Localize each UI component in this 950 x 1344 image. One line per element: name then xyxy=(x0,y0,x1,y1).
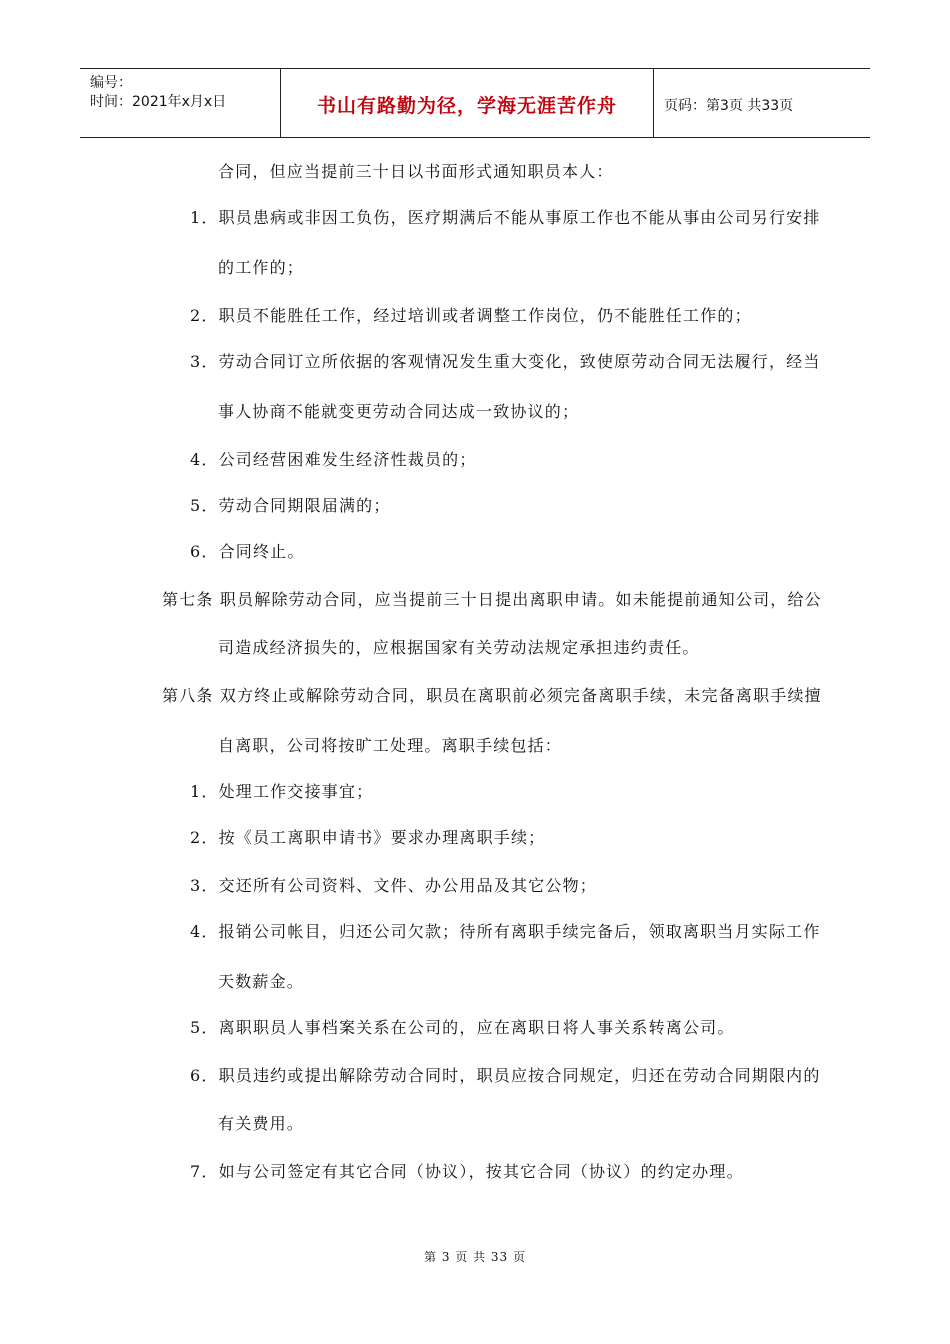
list-item: 6．合同终止。 xyxy=(190,542,305,561)
list-item: 5．劳动合同期限届满的； xyxy=(190,496,391,515)
header-motto-cell xyxy=(281,69,654,137)
list-item: 6．职员违约或提出解除劳动合同时，职员应按合同规定，归还在劳动合同期限内的 xyxy=(190,1066,821,1085)
list-item-continuation: 的工作的； xyxy=(218,258,305,277)
article-seven: 第七条 职员解除劳动合同，应当提前三十日提出离职申请。如未能提前通知公司，给公 xyxy=(162,590,822,609)
list-item: 2．按《员工离职申请书》要求办理离职手续； xyxy=(190,828,546,847)
list-item: 7．如与公司签定有其它合同（协议），按其它合同（协议）的约定办理。 xyxy=(190,1162,744,1181)
article-seven-continuation: 司造成经济损失的，应根据国家有关劳动法规定承担违约责任。 xyxy=(218,638,700,657)
article-eight: 第八条 双方终止或解除劳动合同，职员在离职前必须完备离职手续，未完备离职手续擅 xyxy=(162,686,822,705)
header-info-cell xyxy=(80,69,281,137)
list-item: 1．处理工作交接事宜； xyxy=(190,782,374,801)
document-date-label: 时间：2021年x月x日 xyxy=(90,94,227,110)
paragraph-line: 合同，但应当提前三十日以书面形式通知职员本人： xyxy=(218,162,614,181)
page-header xyxy=(80,68,870,138)
list-item-continuation: 事人协商不能就变更劳动合同达成一致协议的； xyxy=(218,402,580,421)
list-item: 2．职员不能胜任工作，经过培训或者调整工作岗位，仍不能胜任工作的； xyxy=(190,306,752,325)
list-item-continuation: 天数薪金。 xyxy=(218,972,305,991)
header-page-number: 页码：第3页 共33页 xyxy=(664,98,794,114)
list-item: 4．报销公司帐目，归还公司欠款；待所有离职手续完备后，领取离职当月实际工作 xyxy=(190,922,821,941)
list-item: 5．离职职员人事档案关系在公司的，应在离职日将人事关系转离公司。 xyxy=(190,1018,735,1037)
article-eight-continuation: 自离职，公司将按旷工处理。离职手续包括： xyxy=(218,736,563,755)
list-item: 4．公司经营困难发生经济性裁员的； xyxy=(190,450,477,469)
list-item: 3．劳动合同订立所依据的客观情况发生重大变化，致使原劳动合同无法履行，经当 xyxy=(190,352,821,371)
list-item: 1．职员患病或非因工负伤，医疗期满后不能从事原工作也不能从事由公司另行安排 xyxy=(190,208,821,227)
header-page-cell xyxy=(654,69,870,137)
list-item: 3．交还所有公司资料、文件、办公用品及其它公物； xyxy=(190,876,597,895)
header-motto: 书山有路勤为径，学海无涯苦作舟 xyxy=(316,95,617,117)
page-footer: 第 3 页 共 33 页 xyxy=(424,1250,526,1264)
list-item-continuation: 有关费用。 xyxy=(218,1114,305,1133)
document-number-label: 编号： xyxy=(90,75,132,91)
